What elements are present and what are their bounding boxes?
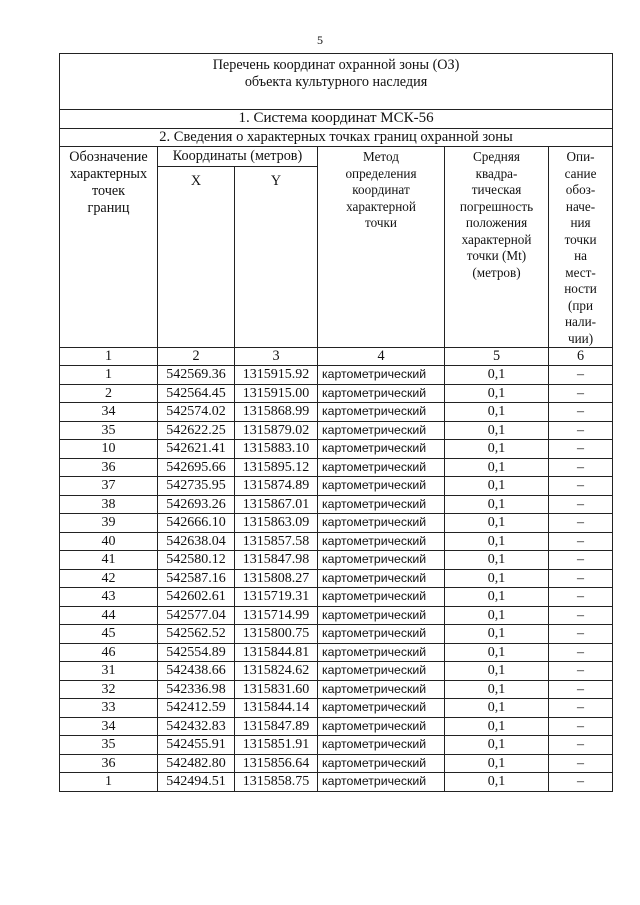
description: – bbox=[549, 773, 613, 792]
point-id: 31 bbox=[60, 662, 158, 681]
x-coordinate: 542336.98 bbox=[158, 680, 235, 699]
x-coordinate: 542622.25 bbox=[158, 421, 235, 440]
point-id: 10 bbox=[60, 440, 158, 459]
x-coordinate: 542574.02 bbox=[158, 403, 235, 422]
method: картометрический bbox=[318, 717, 445, 736]
table-row bbox=[60, 366, 613, 385]
method: картометрический bbox=[318, 458, 445, 477]
x-header: X bbox=[158, 167, 235, 348]
x-coordinate: 542666.10 bbox=[158, 514, 235, 533]
table-row bbox=[60, 532, 613, 551]
x-coordinate: 542602.61 bbox=[158, 588, 235, 607]
mean-square-error: 0,1 bbox=[445, 384, 549, 403]
y-coordinate: 1315863.09 bbox=[235, 514, 318, 533]
designation-header: Обозначение характерных точек границ bbox=[60, 147, 158, 348]
x-coordinate: 542412.59 bbox=[158, 699, 235, 718]
table-row bbox=[60, 736, 613, 755]
method: картометрический bbox=[318, 625, 445, 644]
method: картометрический bbox=[318, 440, 445, 459]
point-id: 37 bbox=[60, 477, 158, 496]
mean-square-error: 0,1 bbox=[445, 421, 549, 440]
description: – bbox=[549, 717, 613, 736]
point-id: 1 bbox=[60, 773, 158, 792]
y-coordinate: 1315844.14 bbox=[235, 699, 318, 718]
y-coordinate: 1315915.92 bbox=[235, 366, 318, 385]
table-row bbox=[60, 403, 613, 422]
point-id: 42 bbox=[60, 569, 158, 588]
y-coordinate: 1315874.89 bbox=[235, 477, 318, 496]
description: – bbox=[549, 736, 613, 755]
x-coordinate: 542695.66 bbox=[158, 458, 235, 477]
coordinates-table bbox=[59, 53, 613, 792]
method: картометрический bbox=[318, 551, 445, 570]
y-coordinate: 1315847.98 bbox=[235, 551, 318, 570]
mean-square-error: 0,1 bbox=[445, 643, 549, 662]
method: картометрический bbox=[318, 773, 445, 792]
table-row bbox=[60, 699, 613, 718]
point-id: 36 bbox=[60, 458, 158, 477]
y-coordinate: 1315858.75 bbox=[235, 773, 318, 792]
x-coordinate: 542580.12 bbox=[158, 551, 235, 570]
table-row bbox=[60, 588, 613, 607]
point-id: 46 bbox=[60, 643, 158, 662]
method: картометрический bbox=[318, 477, 445, 496]
section-heading: 2. Сведения о характерных точках границ охранной зоны bbox=[60, 129, 613, 147]
mean-square-error: 0,1 bbox=[445, 458, 549, 477]
description: – bbox=[549, 680, 613, 699]
description: – bbox=[549, 643, 613, 662]
point-id: 35 bbox=[60, 421, 158, 440]
description: – bbox=[549, 458, 613, 477]
title-line-2: объекта культурного наследия bbox=[244, 74, 428, 90]
mean-square-error: 0,1 bbox=[445, 662, 549, 681]
method: картометрический bbox=[318, 699, 445, 718]
table-row bbox=[60, 495, 613, 514]
column-number: 6 bbox=[549, 348, 613, 366]
table-row bbox=[60, 625, 613, 644]
description: – bbox=[549, 625, 613, 644]
description-header: Опи- сание обоз- наче- ния точки на мест- ности (при нали- чии) bbox=[549, 147, 613, 348]
mean-square-error: 0,1 bbox=[445, 495, 549, 514]
table-row bbox=[60, 551, 613, 570]
column-number: 5 bbox=[445, 348, 549, 366]
description: – bbox=[549, 421, 613, 440]
table-row bbox=[60, 421, 613, 440]
description: – bbox=[549, 403, 613, 422]
mean-square-error: 0,1 bbox=[445, 366, 549, 385]
column-number: 3 bbox=[235, 348, 318, 366]
method: картометрический bbox=[318, 384, 445, 403]
point-id: 36 bbox=[60, 754, 158, 773]
document-title bbox=[60, 54, 613, 110]
mean-square-error: 0,1 bbox=[445, 606, 549, 625]
x-coordinate: 542587.16 bbox=[158, 569, 235, 588]
method: картометрический bbox=[318, 736, 445, 755]
method: картометрический bbox=[318, 495, 445, 514]
table-row bbox=[60, 477, 613, 496]
mean-square-error: 0,1 bbox=[445, 680, 549, 699]
x-coordinate: 542569.36 bbox=[158, 366, 235, 385]
coordinates-header: Координаты (метров) bbox=[158, 147, 318, 167]
table-row bbox=[60, 717, 613, 736]
method: картометрический bbox=[318, 514, 445, 533]
title-line-1: Перечень координат охранной зоны (ОЗ) bbox=[212, 57, 460, 73]
point-id: 34 bbox=[60, 717, 158, 736]
mean-square-error: 0,1 bbox=[445, 717, 549, 736]
point-id: 35 bbox=[60, 736, 158, 755]
y-coordinate: 1315895.12 bbox=[235, 458, 318, 477]
description: – bbox=[549, 384, 613, 403]
point-id: 44 bbox=[60, 606, 158, 625]
point-id: 32 bbox=[60, 680, 158, 699]
y-coordinate: 1315851.91 bbox=[235, 736, 318, 755]
mean-square-error: 0,1 bbox=[445, 532, 549, 551]
x-coordinate: 542455.91 bbox=[158, 736, 235, 755]
x-coordinate: 542638.04 bbox=[158, 532, 235, 551]
method: картометрический bbox=[318, 588, 445, 607]
column-number: 4 bbox=[318, 348, 445, 366]
point-id: 33 bbox=[60, 699, 158, 718]
y-coordinate: 1315719.31 bbox=[235, 588, 318, 607]
column-numbers-row bbox=[60, 348, 613, 366]
y-coordinate: 1315868.99 bbox=[235, 403, 318, 422]
x-coordinate: 542562.52 bbox=[158, 625, 235, 644]
mean-square-error: 0,1 bbox=[445, 773, 549, 792]
method: картометрический bbox=[318, 643, 445, 662]
y-coordinate: 1315847.89 bbox=[235, 717, 318, 736]
method: картометрический bbox=[318, 532, 445, 551]
point-id: 1 bbox=[60, 366, 158, 385]
method: картометрический bbox=[318, 366, 445, 385]
table-row bbox=[60, 569, 613, 588]
table-row bbox=[60, 773, 613, 792]
x-coordinate: 542494.51 bbox=[158, 773, 235, 792]
description: – bbox=[549, 569, 613, 588]
point-id: 40 bbox=[60, 532, 158, 551]
method: картометрический bbox=[318, 403, 445, 422]
mean-square-error: 0,1 bbox=[445, 569, 549, 588]
point-id: 43 bbox=[60, 588, 158, 607]
description: – bbox=[549, 699, 613, 718]
x-coordinate: 542735.95 bbox=[158, 477, 235, 496]
method: картометрический bbox=[318, 569, 445, 588]
point-id: 39 bbox=[60, 514, 158, 533]
mean-square-error: 0,1 bbox=[445, 477, 549, 496]
y-coordinate: 1315824.62 bbox=[235, 662, 318, 681]
description: – bbox=[549, 440, 613, 459]
page-number: 5 bbox=[317, 33, 323, 47]
point-id: 2 bbox=[60, 384, 158, 403]
description: – bbox=[549, 366, 613, 385]
y-coordinate: 1315800.75 bbox=[235, 625, 318, 644]
table-row bbox=[60, 514, 613, 533]
point-id: 38 bbox=[60, 495, 158, 514]
description: – bbox=[549, 606, 613, 625]
mean-square-error: 0,1 bbox=[445, 551, 549, 570]
point-id: 41 bbox=[60, 551, 158, 570]
description: – bbox=[549, 588, 613, 607]
mean-square-error: 0,1 bbox=[445, 440, 549, 459]
y-coordinate: 1315714.99 bbox=[235, 606, 318, 625]
x-coordinate: 542564.45 bbox=[158, 384, 235, 403]
x-coordinate: 542554.89 bbox=[158, 643, 235, 662]
column-number: 1 bbox=[60, 348, 158, 366]
y-coordinate: 1315808.27 bbox=[235, 569, 318, 588]
x-coordinate: 542577.04 bbox=[158, 606, 235, 625]
table-row bbox=[60, 606, 613, 625]
point-id: 34 bbox=[60, 403, 158, 422]
column-number: 2 bbox=[158, 348, 235, 366]
y-coordinate: 1315867.01 bbox=[235, 495, 318, 514]
error-header: Средняя квадра- тическая погрешность положения характерной точки (Mt) (метров) bbox=[445, 147, 549, 348]
y-coordinate: 1315857.58 bbox=[235, 532, 318, 551]
mean-square-error: 0,1 bbox=[445, 403, 549, 422]
y-coordinate: 1315844.81 bbox=[235, 643, 318, 662]
table-row bbox=[60, 754, 613, 773]
mean-square-error: 0,1 bbox=[445, 514, 549, 533]
mean-square-error: 0,1 bbox=[445, 625, 549, 644]
y-coordinate: 1315831.60 bbox=[235, 680, 318, 699]
coordinate-system: 1. Система координат МСК-56 bbox=[60, 110, 613, 129]
mean-square-error: 0,1 bbox=[445, 588, 549, 607]
table-row bbox=[60, 662, 613, 681]
y-coordinate: 1315879.02 bbox=[235, 421, 318, 440]
x-coordinate: 542432.83 bbox=[158, 717, 235, 736]
mean-square-error: 0,1 bbox=[445, 736, 549, 755]
point-id: 45 bbox=[60, 625, 158, 644]
x-coordinate: 542693.26 bbox=[158, 495, 235, 514]
description: – bbox=[549, 514, 613, 533]
x-coordinate: 542438.66 bbox=[158, 662, 235, 681]
x-coordinate: 542621.41 bbox=[158, 440, 235, 459]
y-coordinate: 1315856.64 bbox=[235, 754, 318, 773]
y-header: Y bbox=[235, 167, 318, 348]
method-header: Метод определения координат характерной точки bbox=[318, 147, 445, 348]
table-row bbox=[60, 680, 613, 699]
y-coordinate: 1315883.10 bbox=[235, 440, 318, 459]
description: – bbox=[549, 754, 613, 773]
table-row bbox=[60, 440, 613, 459]
method: картометрический bbox=[318, 754, 445, 773]
description: – bbox=[549, 477, 613, 496]
table-row bbox=[60, 643, 613, 662]
method: картометрический bbox=[318, 606, 445, 625]
method: картометрический bbox=[318, 421, 445, 440]
description: – bbox=[549, 495, 613, 514]
description: – bbox=[549, 551, 613, 570]
mean-square-error: 0,1 bbox=[445, 754, 549, 773]
table-row bbox=[60, 458, 613, 477]
description: – bbox=[549, 662, 613, 681]
table-row bbox=[60, 384, 613, 403]
x-coordinate: 542482.80 bbox=[158, 754, 235, 773]
method: картометрический bbox=[318, 662, 445, 681]
mean-square-error: 0,1 bbox=[445, 699, 549, 718]
description: – bbox=[549, 532, 613, 551]
y-coordinate: 1315915.00 bbox=[235, 384, 318, 403]
method: картометрический bbox=[318, 680, 445, 699]
